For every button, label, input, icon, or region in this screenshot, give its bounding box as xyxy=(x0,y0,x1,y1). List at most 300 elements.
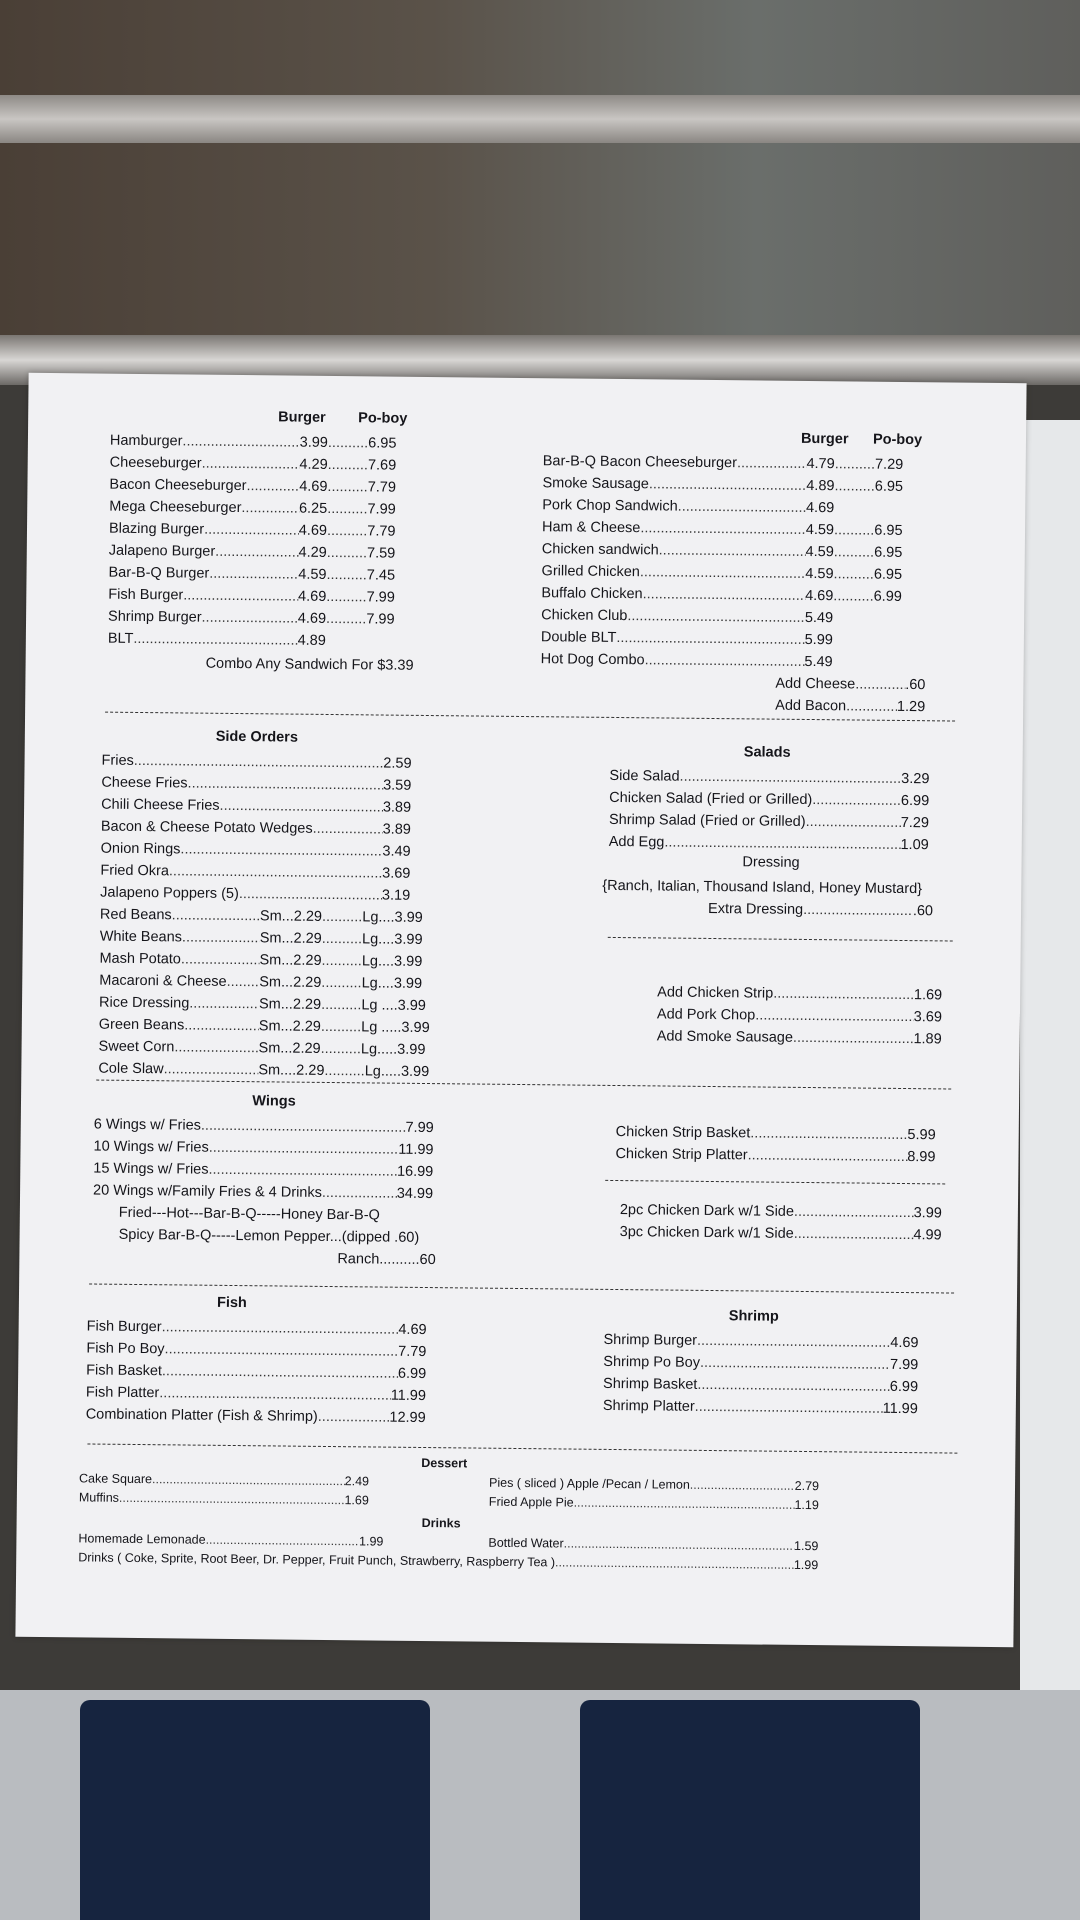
menu-item xyxy=(541,648,941,674)
item-name: Cheese Fries xyxy=(101,774,188,792)
poboy-price: 6.95 xyxy=(874,522,903,539)
item-price: 1.19 xyxy=(794,1497,819,1513)
background-left-leg xyxy=(80,1700,430,1920)
item-name: Red Beans xyxy=(99,906,172,924)
leader-dots xyxy=(172,904,260,927)
poboy-price: 7.69 xyxy=(367,457,397,474)
chicken-strip-list xyxy=(615,1121,935,1168)
leader-dots xyxy=(134,750,384,775)
sandwich-list xyxy=(541,450,943,674)
leader-dots xyxy=(645,649,805,673)
menu-item xyxy=(99,970,423,995)
menu-item xyxy=(99,948,423,973)
leader-dots xyxy=(640,517,806,541)
leader-dots xyxy=(169,860,382,884)
item-name: Fish Burger xyxy=(86,1318,162,1336)
item-name: Bacon Cheeseburger xyxy=(109,476,247,495)
menu-item xyxy=(100,860,410,885)
leader-dots xyxy=(697,1330,891,1354)
leader-dots xyxy=(164,1058,259,1081)
leader-dots xyxy=(324,1060,365,1082)
menu-item xyxy=(101,838,411,863)
menu-sheet xyxy=(15,373,1026,1647)
item-name: Pork Chop Sandwich xyxy=(542,497,678,515)
leader-dots xyxy=(812,789,901,812)
leader-dots xyxy=(321,972,362,994)
burger-price: 4.29 xyxy=(299,456,328,473)
leader-dots xyxy=(321,1016,362,1038)
leader-dots xyxy=(187,772,383,796)
item-name: Cole Slaw xyxy=(98,1060,164,1078)
item-name: 2pc Chicken Dark w/1 Side xyxy=(619,1202,795,1220)
menu-item xyxy=(657,1003,942,1028)
item-name: Ham & Cheese xyxy=(541,519,641,537)
menu-item xyxy=(620,1221,942,1246)
item-name: Shrimp Basket xyxy=(603,1375,698,1393)
large-price: Lg....3.99 xyxy=(361,953,423,970)
leader-dots xyxy=(697,1374,890,1398)
menu-item xyxy=(79,1488,369,1510)
leader-dots xyxy=(204,519,299,542)
leader-dots xyxy=(180,838,382,862)
item-name: Smoke Sausage xyxy=(542,475,650,493)
combo-note: Combo Any Sandwich For $3.39 xyxy=(205,655,414,674)
extra-dressing-row: Extra Dressing ..... .60 xyxy=(708,898,933,922)
item-name: Shrimp Burger xyxy=(603,1331,698,1349)
leader-dots xyxy=(695,1396,883,1420)
leader-dots xyxy=(750,1122,907,1146)
leader-dots xyxy=(627,605,805,629)
item-name: 15 Wings w/ Fries xyxy=(93,1160,209,1178)
leader-dots xyxy=(219,795,383,819)
menu-item xyxy=(100,882,410,907)
burger-price: 4.79 xyxy=(806,455,835,473)
wing-flavors-1: Fried---Hot---Bar-B-Q-----Honey Bar-B-Q xyxy=(118,1204,380,1224)
item-price: 6.99 xyxy=(397,1365,427,1383)
leader-dots xyxy=(855,673,905,696)
leader-dots xyxy=(162,1360,398,1384)
menu-item xyxy=(657,1025,942,1050)
menu-item xyxy=(98,1014,430,1039)
chicken-dark-list xyxy=(620,1199,942,1246)
burger-price: 4.69 xyxy=(299,478,328,495)
leader-dots xyxy=(328,454,369,476)
salads-list xyxy=(609,765,945,857)
leader-dots xyxy=(327,542,368,564)
leader-dots xyxy=(805,811,900,834)
item-price: 3.69 xyxy=(913,1009,943,1026)
menu-item xyxy=(86,1403,426,1429)
large-price: Lg....3.99 xyxy=(361,975,423,992)
poboy-price: 6.99 xyxy=(873,588,902,605)
leader-dots xyxy=(321,994,362,1016)
item-name: BLT xyxy=(107,630,134,647)
menu-item xyxy=(108,628,428,653)
leader-dots xyxy=(152,1470,345,1491)
item-price: 4.69 xyxy=(890,1334,919,1352)
leader-dots xyxy=(737,452,807,475)
item-price: 7.79 xyxy=(398,1343,427,1361)
burger-price: 4.59 xyxy=(805,543,834,561)
small-price: Sm...2.29 xyxy=(259,974,322,991)
leader-dots xyxy=(327,520,368,542)
item-price: 3.99 xyxy=(913,1205,942,1222)
item-name: Bar-B-Q Bacon Cheeseburger xyxy=(542,453,738,472)
poboy-price: 7.99 xyxy=(367,501,396,518)
item-name: Chicken Club xyxy=(541,607,628,625)
item-name: Grilled Chicken xyxy=(541,563,641,581)
background-wall xyxy=(0,0,1080,380)
item-name: Shrimp Po Boy xyxy=(603,1353,701,1371)
menu-item xyxy=(603,1351,918,1376)
leader-dots xyxy=(322,928,363,950)
wings-list xyxy=(93,1114,434,1206)
leader-dots xyxy=(327,476,368,498)
item-price: .60 xyxy=(905,677,926,694)
item-price: 7.99 xyxy=(405,1119,434,1137)
leader-dots xyxy=(313,818,383,841)
large-price: Lg.....3.99 xyxy=(364,1063,430,1081)
burger-price: 5.99 xyxy=(804,631,833,649)
large-price: Lg.....3.99 xyxy=(360,1041,426,1059)
item-name: Add Smoke Sausage xyxy=(656,1028,794,1046)
leader-dots xyxy=(690,1476,795,1496)
leader-dots xyxy=(574,1494,795,1515)
item-name: Bar-B-Q Burger xyxy=(108,564,210,582)
item-price: 3.59 xyxy=(383,777,412,794)
divider-chicken xyxy=(605,1180,945,1185)
menu-item xyxy=(99,904,423,929)
drinks-title: Drinks xyxy=(421,1515,461,1531)
item-name: 20 Wings w/Family Fries & 4 Drinks xyxy=(93,1182,322,1201)
divider-2 xyxy=(96,1080,951,1090)
dressing-options: {Ranch, Italian, Thousand Island, Honey Mustard} xyxy=(602,877,923,898)
item-name: Chicken Strip Basket xyxy=(615,1123,751,1142)
item-name: Blazing Burger xyxy=(108,520,205,538)
item-name: Sweet Corn xyxy=(98,1038,175,1056)
burger-price: 4.69 xyxy=(805,587,834,605)
item-name: Chicken Salad (Fried or Grilled) xyxy=(609,789,813,809)
item-name: Shrimp Burger xyxy=(108,608,202,626)
leader-dots xyxy=(327,498,368,520)
small-price: Sm...2.29 xyxy=(259,952,322,969)
item-price: 4.99 xyxy=(913,1227,942,1244)
poboy-price: 7.79 xyxy=(367,523,396,540)
lemonade-row: Homemade Lemonade ..... 1.99 xyxy=(78,1529,383,1551)
chicken-addons-section xyxy=(657,981,943,1050)
item-name: Add Pork Chop xyxy=(656,1006,756,1024)
burger-price: 6.25 xyxy=(298,500,328,517)
item-price: 1.69 xyxy=(344,1493,369,1508)
leader-dots xyxy=(793,1027,914,1050)
wing-flavors-2: Spicy Bar-B-Q-----Lemon Pepper...(dipped .60) xyxy=(118,1226,420,1246)
leader-dots xyxy=(326,586,367,608)
menu-item xyxy=(615,1143,935,1168)
leader-dots xyxy=(664,831,900,855)
item-price: 7.29 xyxy=(900,814,930,832)
large-price: Lg....3.99 xyxy=(362,931,423,948)
item-price: 8.99 xyxy=(907,1149,936,1166)
small-price: Sm...2.29 xyxy=(258,1018,321,1035)
leader-dots xyxy=(227,971,260,993)
shrimp-section xyxy=(603,1307,934,1420)
small-price: Sm...2.29 xyxy=(258,1040,321,1057)
item-price: 3.29 xyxy=(901,770,930,788)
poboy-price: 7.29 xyxy=(874,456,904,473)
item-name: Muffins xyxy=(78,1490,120,1505)
salads-section xyxy=(602,743,945,922)
item-name: Buffalo Chicken xyxy=(541,585,643,603)
item-name: White Beans xyxy=(99,928,183,946)
item-name: Combination Platter (Fish & Shrimp) xyxy=(85,1406,318,1425)
item-name: 6 Wings w/ Fries xyxy=(93,1116,202,1134)
item-name: Fish Burger xyxy=(108,586,184,604)
item-name: Pies ( sliced ) Apple /Pecan / Lemon xyxy=(488,1475,690,1492)
leader-dots xyxy=(755,1004,914,1028)
item-price: 2.59 xyxy=(383,755,412,772)
item-name: Double BLT xyxy=(540,629,617,646)
leader-dots xyxy=(321,950,362,972)
item-name: Side Salad xyxy=(609,767,680,785)
side-orders-sized-list xyxy=(98,904,430,1083)
item-price: 3.49 xyxy=(382,843,411,860)
leader-dots xyxy=(215,541,299,564)
menu-item xyxy=(98,992,426,1017)
item-name: Jalapeno Burger xyxy=(108,542,216,560)
wings-title: Wings xyxy=(252,1093,296,1110)
side-orders-list xyxy=(100,750,412,907)
menu-item xyxy=(603,1329,918,1354)
shrimp-list xyxy=(603,1329,919,1420)
item-price: 5.99 xyxy=(907,1127,936,1144)
item-name: Cake Square xyxy=(78,1471,153,1487)
background-shelf-reflection xyxy=(0,95,1080,143)
dessert-right-list xyxy=(489,1474,819,1515)
item-price: 11.99 xyxy=(882,1400,918,1418)
item-price: 3.69 xyxy=(382,865,411,882)
item-name: Fries xyxy=(101,752,134,769)
menu-item xyxy=(101,750,411,775)
item-name: Fish Basket xyxy=(86,1362,163,1380)
poboy-price: 6.95 xyxy=(368,435,397,452)
leader-dots xyxy=(182,926,260,949)
fish-list xyxy=(86,1315,427,1429)
small-price: Sm...2.29 xyxy=(258,996,322,1013)
item-name: Shrimp Platter xyxy=(602,1397,695,1415)
item-name: Chicken Strip Platter xyxy=(615,1145,748,1164)
leader-dots xyxy=(833,585,874,607)
menu-item xyxy=(603,1395,918,1420)
item-price: 1.09 xyxy=(900,836,929,854)
leader-dots xyxy=(241,497,299,520)
leader-dots xyxy=(119,1489,345,1510)
leader-dots xyxy=(328,432,369,454)
item-name: Fried Okra xyxy=(100,862,170,880)
leader-dots xyxy=(616,627,804,651)
item-name: Add Cheese xyxy=(775,675,856,693)
sandwich-burger-col-header: Burger xyxy=(800,430,849,448)
menu-item xyxy=(101,794,411,819)
item-price: 6.99 xyxy=(889,1378,919,1396)
leader-dots xyxy=(326,608,367,630)
item-name: Mash Potato xyxy=(99,950,182,968)
item-name: Macaroni & Cheese xyxy=(99,972,227,990)
leader-dots xyxy=(643,583,806,607)
item-name: Fish Platter xyxy=(85,1384,160,1402)
item-price: 34.99 xyxy=(396,1185,434,1203)
burger-price: 4.69 xyxy=(298,522,328,539)
dessert-title: Dessert xyxy=(421,1455,468,1471)
leader-dots xyxy=(181,948,260,971)
small-price: Sm...2.29 xyxy=(259,908,323,925)
item-name: Rice Dressing xyxy=(98,994,190,1012)
menu-item xyxy=(609,831,929,856)
dressing-title: Dressing xyxy=(742,854,800,871)
menu-item xyxy=(775,695,925,719)
item-price: 3.89 xyxy=(382,821,411,838)
leader-dots xyxy=(794,1223,914,1246)
poboy-price: 6.95 xyxy=(874,478,904,495)
poboy-price: 7.99 xyxy=(366,611,395,628)
background-right-leg xyxy=(580,1700,920,1920)
item-price: 12.99 xyxy=(389,1409,426,1427)
leader-dots xyxy=(835,453,876,475)
dessert-drinks-section xyxy=(78,1449,939,1576)
item-name: Add Bacon xyxy=(775,697,847,715)
ranch-price: Ranch..........60 xyxy=(337,1251,436,1269)
leader-dots xyxy=(239,883,382,906)
item-price: 6.99 xyxy=(900,792,930,810)
item-price: 11.99 xyxy=(390,1387,427,1405)
item-name: Cheeseburger xyxy=(109,454,202,472)
leader-dots xyxy=(201,607,298,630)
menu-item xyxy=(101,772,411,797)
leader-dots xyxy=(834,475,875,497)
item-name: Chili Cheese Fries xyxy=(101,796,220,814)
item-price: 1.29 xyxy=(896,698,926,716)
background-right-wall xyxy=(1020,420,1080,1700)
item-name: Chicken sandwich xyxy=(541,541,659,559)
sandwich-poboy-col-header: Po-boy xyxy=(872,431,923,449)
leader-dots xyxy=(649,473,807,497)
item-name: 10 Wings w/ Fries xyxy=(93,1138,209,1156)
burger-section xyxy=(107,409,430,677)
leader-dots xyxy=(322,1182,397,1205)
poboy-price: 7.79 xyxy=(367,479,397,496)
side-orders-title: Side Orders xyxy=(215,728,299,746)
leader-dots xyxy=(209,1137,399,1161)
item-price: 3.19 xyxy=(381,887,411,904)
burger-price: 5.49 xyxy=(804,653,833,671)
small-price: Sm....2.29 xyxy=(258,1062,325,1079)
burger-price: 4.29 xyxy=(298,544,327,561)
item-price: 11.99 xyxy=(398,1141,434,1159)
leader-dots xyxy=(773,983,914,1006)
leader-dots xyxy=(659,539,806,563)
item-name: Fish Po Boy xyxy=(86,1340,165,1358)
leader-dots xyxy=(133,628,297,652)
item-price: 1.89 xyxy=(913,1031,942,1048)
poboy-col-header: Po-boy xyxy=(358,410,408,427)
item-name: Green Beans xyxy=(98,1016,185,1034)
leader-dots xyxy=(201,1115,406,1139)
item-name: Jalapeno Poppers (5) xyxy=(100,884,239,903)
wings-section xyxy=(92,1092,464,1272)
leader-dots xyxy=(164,1338,398,1362)
menu-item xyxy=(489,1493,819,1515)
menu-item xyxy=(99,926,423,951)
fish-title: Fish xyxy=(216,1294,247,1312)
item-name: Add Egg xyxy=(608,833,665,851)
item-name: Fried Apple Pie xyxy=(488,1494,574,1510)
chicken-addons-list xyxy=(657,981,943,1050)
leader-dots xyxy=(846,695,897,718)
leader-dots xyxy=(679,766,901,790)
poboy-price: 7.59 xyxy=(366,545,396,562)
large-price: Lg .....3.99 xyxy=(361,1019,430,1037)
leader-dots xyxy=(189,993,259,1016)
leader-dots xyxy=(184,1014,259,1037)
item-price: 4.69 xyxy=(398,1321,427,1339)
leader-dots xyxy=(833,563,874,585)
item-price: 1.69 xyxy=(913,987,943,1004)
shrimp-title: Shrimp xyxy=(728,1308,779,1325)
leader-dots xyxy=(794,1201,914,1224)
leader-dots xyxy=(208,1159,397,1183)
poboy-price: 7.45 xyxy=(366,567,396,584)
leader-dots xyxy=(318,1406,390,1429)
leader-dots xyxy=(209,563,298,586)
leader-dots xyxy=(174,1036,258,1059)
item-price: 3.89 xyxy=(382,799,412,816)
item-price: 16.99 xyxy=(396,1163,434,1181)
divider-3 xyxy=(89,1283,954,1293)
leader-dots xyxy=(182,430,299,453)
small-price: Sm...2.29 xyxy=(259,930,322,947)
item-name: 3pc Chicken Dark w/1 Side xyxy=(619,1224,794,1242)
menu-item xyxy=(101,816,411,841)
item-name: Onion Rings xyxy=(100,840,181,858)
leader-dots xyxy=(678,496,807,519)
large-price: Lg ....3.99 xyxy=(361,997,426,1015)
poboy-price: 6.95 xyxy=(874,544,903,561)
leader-dots xyxy=(321,1038,362,1060)
poboy-price: 6.95 xyxy=(873,566,903,583)
sandwich-addons xyxy=(775,673,925,719)
item-name: Bacon & Cheese Potato Wedges xyxy=(100,818,313,837)
item-name: Shrimp Salad (Fried or Grilled) xyxy=(608,811,806,830)
burger-price: 5.49 xyxy=(804,609,834,627)
leader-dots xyxy=(700,1352,890,1376)
menu-item xyxy=(98,1036,426,1061)
burger-price: 4.89 xyxy=(806,477,835,495)
burger-list xyxy=(108,430,430,653)
leader-dots xyxy=(326,564,367,586)
leader-dots xyxy=(246,475,299,498)
burger-price: 3.99 xyxy=(299,434,329,451)
leader-dots xyxy=(834,541,875,563)
menu-item xyxy=(775,673,925,697)
item-name: Add Chicken Strip xyxy=(657,984,774,1002)
leader-dots xyxy=(201,453,299,476)
fish-section xyxy=(86,1293,437,1429)
leader-dots xyxy=(834,519,875,541)
item-price: 7.99 xyxy=(889,1356,919,1374)
item-price: 2.49 xyxy=(344,1474,370,1489)
leader-dots xyxy=(640,561,806,585)
salads-title: Salads xyxy=(743,744,791,761)
side-orders-section xyxy=(98,728,430,1083)
